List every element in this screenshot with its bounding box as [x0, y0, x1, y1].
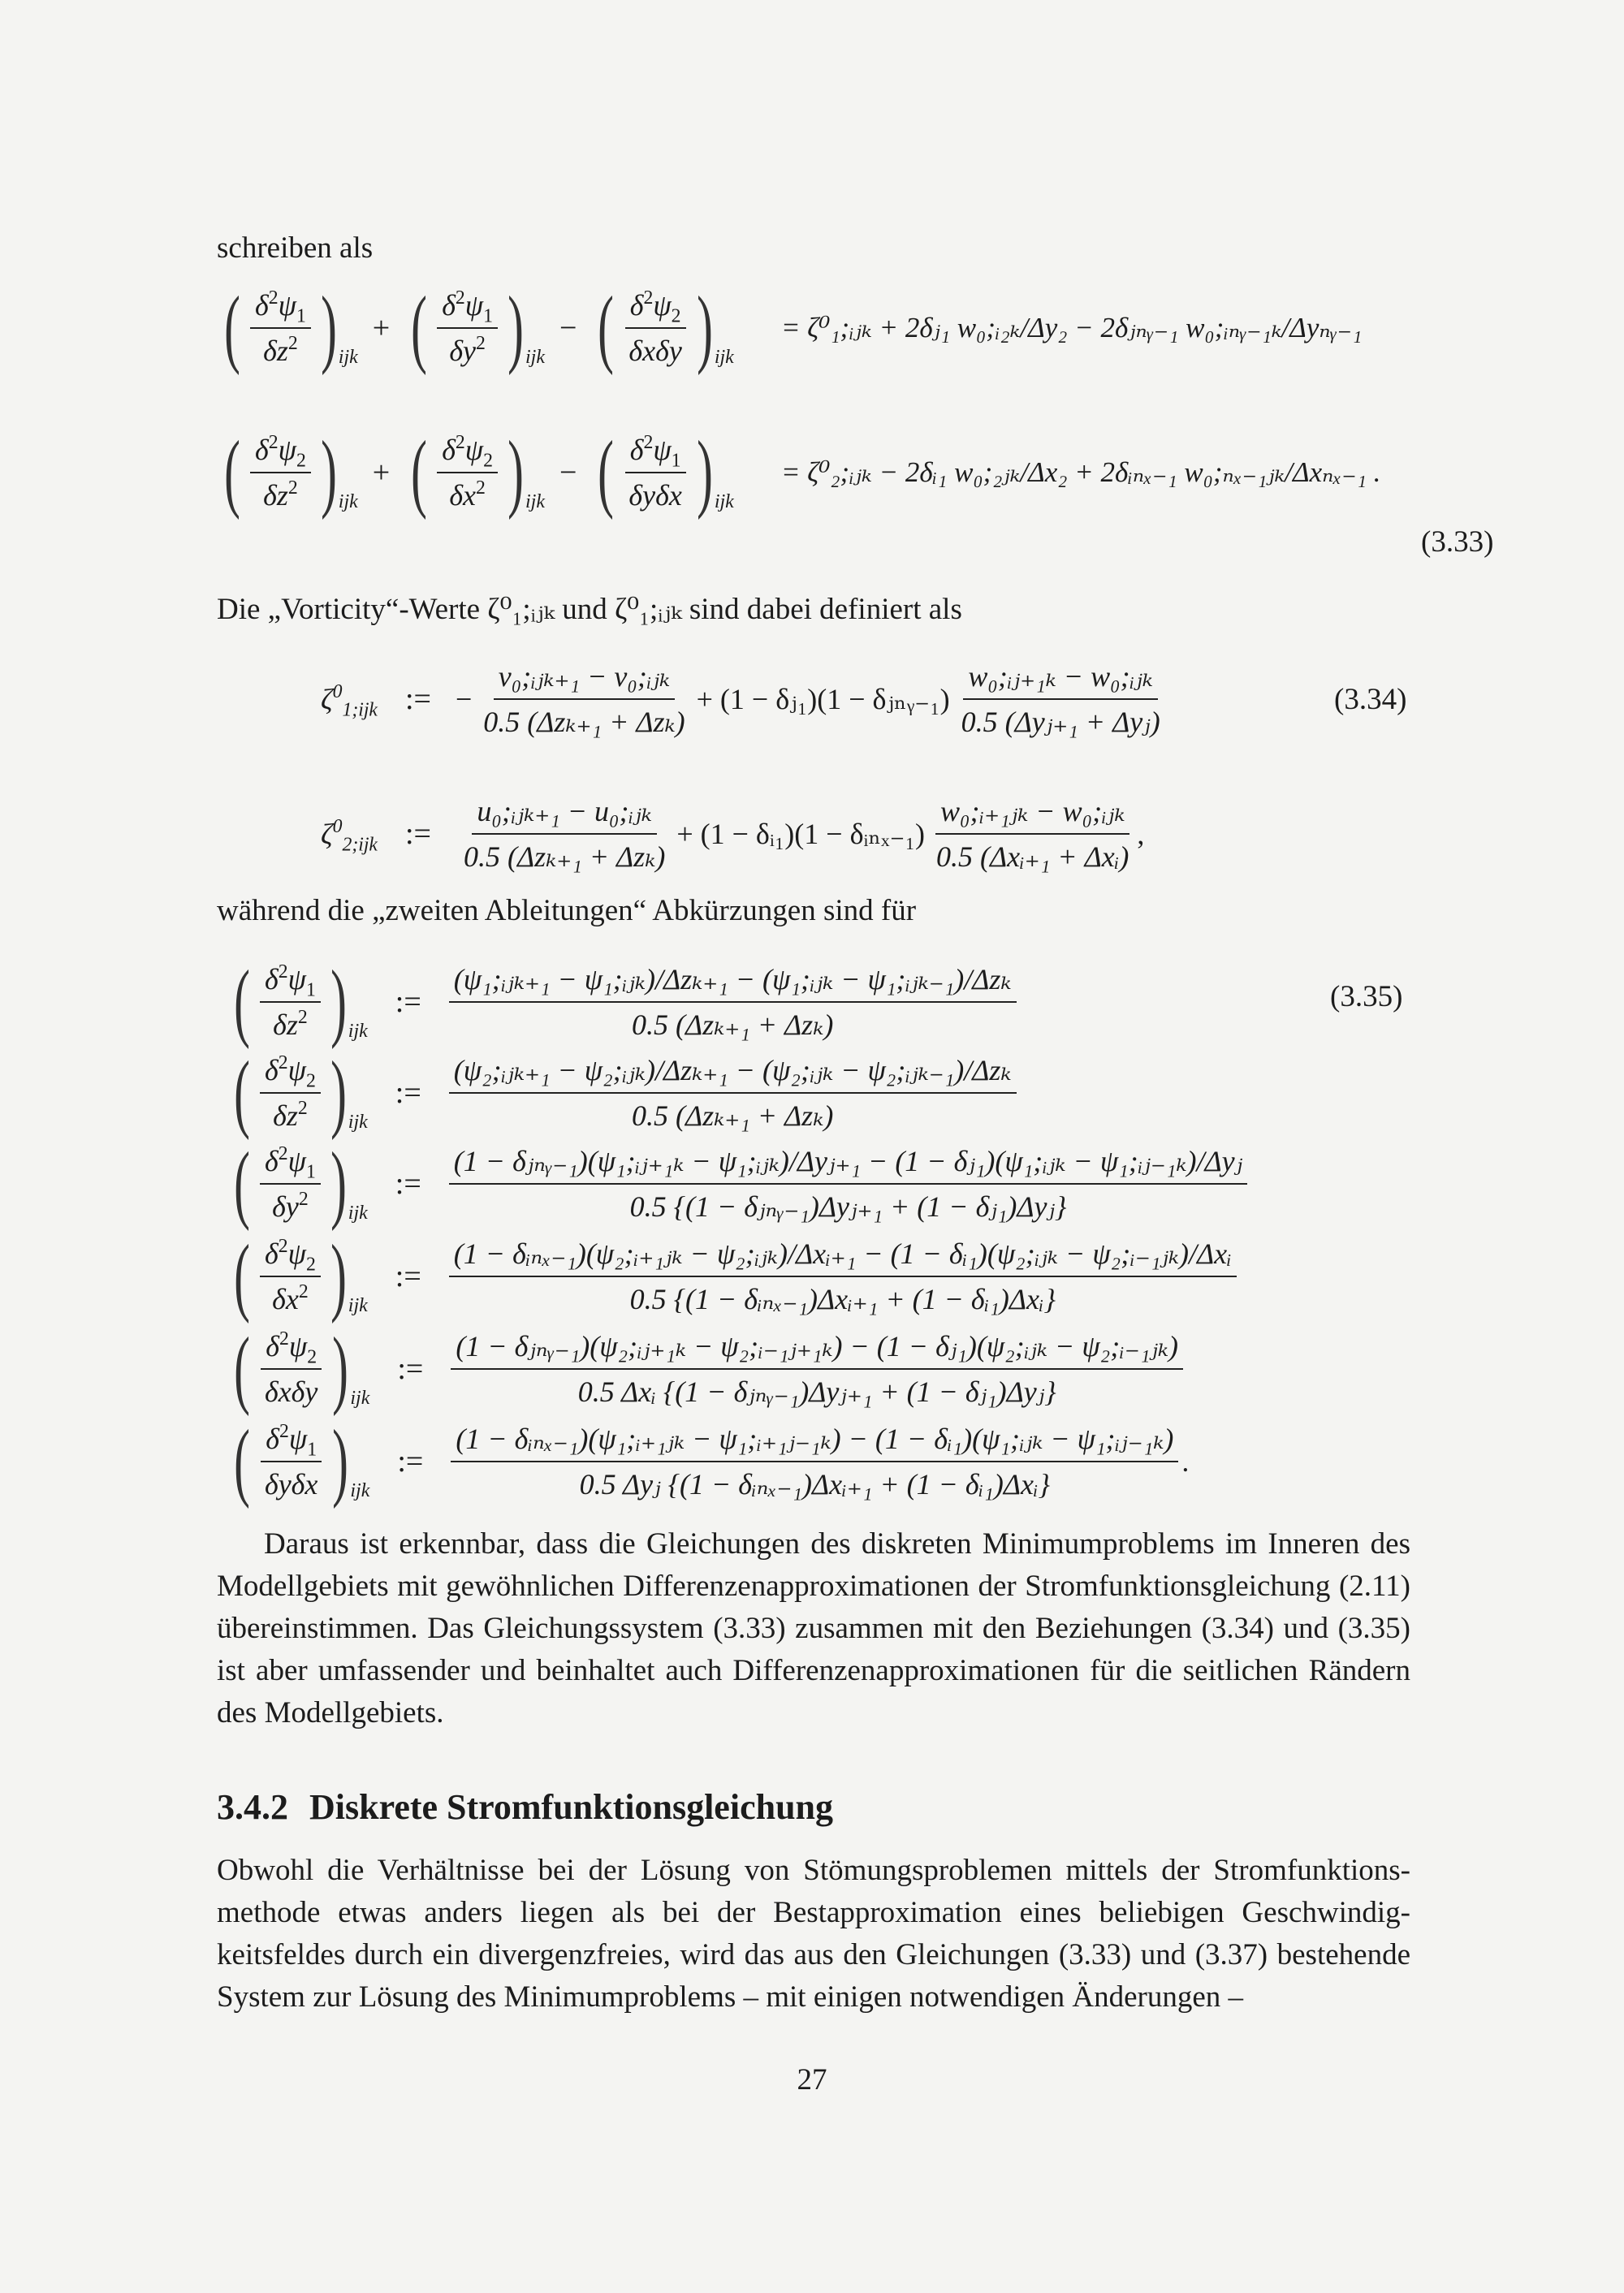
equation-3-35-row-4: ( $\frac{\delta^2\psi_2}{\delta x^2}$ ) ijk := (1 − δᵢₙₓ₋₁)(ψ₂;ᵢ₊₁ⱼₖ − ψ₂;ᵢⱼₖ)/Δxᵢ₊₁ − (1 − δᵢ₁)(ψ₂;ᵢⱼₖ − ψ₂;ᵢ₋₁ⱼₖ)/Δxᵢ 0.5 {(1 − δᵢₙₓ₋₁)Δxᵢ₊₁ + (1 − δᵢ₁)Δxᵢ}: [227, 1233, 1240, 1320]
equation-rhs: = ζ⁰₁;ᵢⱼₖ + 2δⱼ₁ w₀;ᵢ₂ₖ/Δy₂ − 2δⱼₙᵧ₋₁ w₀;ᵢₙᵧ₋₁ₖ/Δyₙᵧ₋₁: [780, 312, 1363, 343]
kronecker-factor: + (1 − δᵢ₁)(1 − δᵢₙₓ₋₁): [676, 818, 925, 850]
page-number: 27: [797, 2063, 827, 2097]
intro-text: schreiben als: [217, 231, 374, 265]
equation-3-35-row-3: ( $\frac{\delta^2\psi_1}{\delta y^2}$ ) ijk := (1 − δⱼₙᵧ₋₁)(ψ₁;ᵢⱼ₊₁ₖ − ψ₁;ᵢⱼₖ)/Δyⱼ₊₁ − (1 − δⱼ₁)(ψ₁;ᵢⱼₖ − ψ₁;ᵢⱼ₋₁ₖ)/Δyⱼ 0.5 {(1 − δⱼₙᵧ₋₁)Δyⱼ₊₁ + (1 − δⱼ₁)Δyⱼ}: [227, 1140, 1250, 1228]
equation-3-33-row-2: [218, 424, 1381, 520]
second-derivatives-text: während die „zweiten Ableitungen“ Abkürzungen sind für: [217, 894, 917, 927]
equation-3-35-row-6: ( $\frac{\delta^2\psi_1}{\text{δyδx}}$ ) ijk := (1 − δᵢₙₓ₋₁)(ψ₁;ᵢ₊₁ⱼₖ − ψ₁;ᵢ₊₁ⱼ₋₁ₖ) − (1 − δᵢ₁)(ψ₁;ᵢⱼₖ − ψ₁;ᵢⱼ₋₁ₖ) 0.5 Δyⱼ {(1 − δᵢₙₓ₋₁)Δxᵢ₊₁ + (1 − δᵢ₁)Δxᵢ} .: [234, 1413, 1190, 1509]
second-derivative-term: ( $\frac{\delta^2\psi_2}{\delta x^2}$ ) ijk: [411, 424, 545, 520]
fraction: (1 − δⱼₙᵧ₋₁)(ψ₂;ᵢⱼ₊₁ₖ − ψ₂;ᵢ₋₁ⱼ₊₁ₖ) − (1 − δⱼ₁)(ψ₂;ᵢⱼₖ − ψ₂;ᵢ₋₁ⱼₖ) 0.5 Δxᵢ {(1 − δⱼₙᵧ₋₁)Δyⱼ₊₁ + (1 − δⱼ₁)Δyⱼ}: [451, 1329, 1183, 1409]
equation-lhs: ( $\frac{\delta^2\psi_2}{\delta z^2}$ ) ijk + ( $\frac{\delta^2\psi_2}{\delta x^2}$ ) ijk − ( $\frac{\delta^2\psi_1}{\text{δyδx}}$ ) ijk: [218, 429, 734, 516]
paragraph-stream-function: Obwohl die Verhältnisse bei der Lösung von Stömungsproblemen mittels der Stromfunktionsmethode etwas anders liegen als bei der Bestapproximation eines beliebigen Geschwindigkeitsfeldes durch ein divergenzfreies, wird das aus den Gleichungen (3.33) und (3.37) bestehende System zur Lösung des Minimumproblems – mit einigen notwendigen Änderungen –: [217, 1854, 1410, 2014]
section-heading: [217, 1786, 833, 1828]
fraction: (1 − δᵢₙₓ₋₁)(ψ₂;ᵢ₊₁ⱼₖ − ψ₂;ᵢⱼₖ)/Δxᵢ₊₁ − (1 − δᵢ₁)(ψ₂;ᵢⱼₖ − ψ₂;ᵢ₋₁ⱼₖ)/Δxᵢ 0.5 {(1 − δᵢₙₓ₋₁)Δxᵢ₊₁ + (1 − δᵢ₁)Δxᵢ}: [449, 1237, 1237, 1316]
second-derivative-term: ( $\frac{\delta^2\psi_1}{\text{δyδx}}$ ) ijk: [598, 424, 734, 520]
vorticity-text: Die „Vorticity“-Werte ζ⁰₁;ᵢⱼₖ und ζ⁰₁;ᵢⱼₖ sind dabei definiert als: [217, 593, 962, 626]
kronecker-factor: + (1 − δⱼ₁)(1 − δⱼₙᵧ₋₁): [696, 683, 950, 715]
second-derivative-term: ( $\frac{\delta^2\psi_2}{\text{δxδy}}$ ) ijk: [598, 279, 734, 376]
equation-3-35-row-1: ( $\frac{\delta^2\psi_1}{\delta z^2}$ ) ijk := $\frac{\text{(ψ₁;ᵢⱼₖ₊₁ − ψ₁;ᵢⱼₖ)/Δzₖ₊₁ − (ψ₁;ᵢⱼₖ − ψ₁;ᵢⱼₖ₋₁)/Δzₖ}}{\text{0.5 (Δzₖ₊₁ + Δzₖ)}}$: [227, 958, 1020, 1046]
equation-number-3-35: (3.35): [1330, 980, 1403, 1013]
equation-3-33-row-1: [218, 279, 1363, 376]
second-derivative-term: ( $\frac{\delta^2\psi_1}{\delta y^2}$ ) ijk: [411, 279, 545, 376]
equation-rhs: = ζ⁰₂;ᵢⱼₖ − 2δᵢ₁ w₀;₂ⱼₖ/Δx₂ + 2δᵢₙₓ₋₁ w₀;ₙₓ₋₁ⱼₖ/Δxₙₓ₋₁ .: [780, 456, 1381, 488]
fraction: $\frac{\text{v₀;ᵢⱼₖ₊₁ − v₀;ᵢⱼₖ}}{\text{0.5 (Δzₖ₊₁ + Δzₖ)}}$: [483, 660, 685, 738]
equation-number-3-34: (3.34): [1334, 683, 1407, 716]
fraction: $\frac{\text{w₀;ᵢ₊₁ⱼₖ − w₀;ᵢⱼₖ}}{\text{0.5 (Δxᵢ₊₁ + Δxᵢ)}}$: [936, 795, 1129, 873]
section-title: Diskrete Stromfunktionsgleichung: [309, 1787, 834, 1827]
fraction: $\frac{\text{u₀;ᵢⱼₖ₊₁ − u₀;ᵢⱼₖ}}{\text{0.5 (Δzₖ₊₁ + Δzₖ)}}$: [463, 795, 666, 873]
equation-number-3-33: (3.33): [1421, 525, 1494, 559]
second-derivative-term: ( $\frac{\delta^2\psi_2}{\delta z^2}$ ) ijk: [224, 424, 358, 520]
fraction: $\frac{\text{(ψ₁;ᵢⱼₖ₊₁ − ψ₁;ᵢⱼₖ)/Δzₖ₊₁ − (ψ₁;ᵢⱼₖ − ψ₁;ᵢⱼₖ₋₁)/Δzₖ}}{\text{0.5 (Δzₖ₊₁ + Δzₖ)}}$: [449, 962, 1017, 1042]
zeta-2-symbol: $\zeta^0_{2;ijk}$: [321, 815, 378, 856]
fraction: $\frac{\text{(ψ₂;ᵢⱼₖ₊₁ − ψ₂;ᵢⱼₖ)/Δzₖ₊₁ − (ψ₂;ᵢⱼₖ − ψ₂;ᵢⱼₖ₋₁)/Δzₖ}}{\text{0.5 (Δzₖ₊₁ + Δzₖ)}}$: [449, 1053, 1017, 1133]
equation-3-35-row-2: ( $\frac{\delta^2\psi_2}{\delta z^2}$ ) ijk := $\frac{\text{(ψ₂;ᵢⱼₖ₊₁ − ψ₂;ᵢⱼₖ)/Δzₖ₊₁ − (ψ₂;ᵢⱼₖ − ψ₂;ᵢⱼₖ₋₁)/Δzₖ}}{\text{0.5 (Δzₖ₊₁ + Δzₖ)}}$: [227, 1049, 1020, 1137]
fraction: (1 − δᵢₙₓ₋₁)(ψ₁;ᵢ₊₁ⱼₖ − ψ₁;ᵢ₊₁ⱼ₋₁ₖ) − (1 − δᵢ₁)(ψ₁;ᵢⱼₖ − ψ₁;ᵢⱼ₋₁ₖ) 0.5 Δyⱼ {(1 − δᵢₙₓ₋₁)Δxᵢ₊₁ + (1 − δᵢ₁)Δxᵢ}: [451, 1422, 1178, 1501]
equation-lhs: ( $\frac{\delta^2\psi_1}{\delta z^2}$ ) ijk + ( $\frac{\delta^2\psi_1}{\delta y^2}$ ) ijk − ( $\frac{\delta^2\psi_2}{\text{δxδy}}$ ) ijk: [218, 284, 734, 372]
fraction: (1 − δⱼₙᵧ₋₁)(ψ₁;ᵢⱼ₊₁ₖ − ψ₁;ᵢⱼₖ)/Δyⱼ₊₁ − (1 − δⱼ₁)(ψ₁;ᵢⱼₖ − ψ₁;ᵢⱼ₋₁ₖ)/Δyⱼ 0.5 {(1 − δⱼₙᵧ₋₁)Δyⱼ₊₁ + (1 − δⱼ₁)Δyⱼ}: [449, 1144, 1247, 1224]
fraction: $\frac{\text{w₀;ᵢⱼ₊₁ₖ − w₀;ᵢⱼₖ}}{\text{0.5 (Δyⱼ₊₁ + Δyⱼ)}}$: [961, 660, 1160, 738]
equation-3-35-row-5: ( $\frac{\delta^2\psi_2}{\text{δxδy}}$ ) ijk := (1 − δⱼₙᵧ₋₁)(ψ₂;ᵢⱼ₊₁ₖ − ψ₂;ᵢ₋₁ⱼ₊₁ₖ) − (1 − δⱼ₁)(ψ₂;ᵢⱼₖ − ψ₂;ᵢ₋₁ⱼₖ) 0.5 Δxᵢ {(1 − δⱼₙᵧ₋₁)Δyⱼ₊₁ + (1 − δⱼ₁)Δyⱼ}: [227, 1325, 1186, 1413]
equation-3-34-row-2: $\zeta^0_{2;ijk}$ := $\frac{\text{u₀;ᵢⱼₖ₊₁ − u₀;ᵢⱼₖ}}{\text{0.5 (Δzₖ₊₁ + Δzₖ)}}$ + (1 − δᵢ₁)(1 − δᵢₙₓ₋₁) $\frac{\text{w₀;ᵢ₊₁ⱼₖ − w₀;ᵢⱼₖ}}{\text{0.5 (Δxᵢ₊₁ + Δxᵢ)}}$ ,: [321, 795, 1145, 873]
section-number: 3.4.2: [217, 1787, 288, 1827]
zeta-1-symbol: $\zeta^0_{1;ijk}$: [321, 680, 378, 721]
second-derivative-term: ( $\frac{\delta^2\psi_1}{\delta z^2}$ ) ijk: [224, 279, 358, 376]
equation-3-34-row-1: $\zeta^0_{1;ijk}$ := − $\frac{\text{v₀;ᵢⱼₖ₊₁ − v₀;ᵢⱼₖ}}{\text{0.5 (Δzₖ₊₁ + Δzₖ)}}$ + (1 − δⱼ₁)(1 − δⱼₙᵧ₋₁) $\frac{\text{w₀;ᵢⱼ₊₁ₖ − w₀;ᵢⱼₖ}}{\text{0.5 (Δyⱼ₊₁ + Δyⱼ)}}$: [321, 659, 1168, 739]
paragraph-conclusion: Daraus ist erkennbar, dass die Gleichungen des diskreten Minimumproblems im Inneren des Modellgebiets mit gewöhnlichen Differenzenapproximationen der Stromfunktionsgleichung (2.11) übereinstimmen. Das Gleichungssystem (3.33) zusammen mit den Beziehungen (3.34) und (3.35) ist aber umfassender und beinhaltet auch Differenzenapproximationen für die seitlichen Rändern des Modellgebiets.: [217, 1527, 1410, 1729]
